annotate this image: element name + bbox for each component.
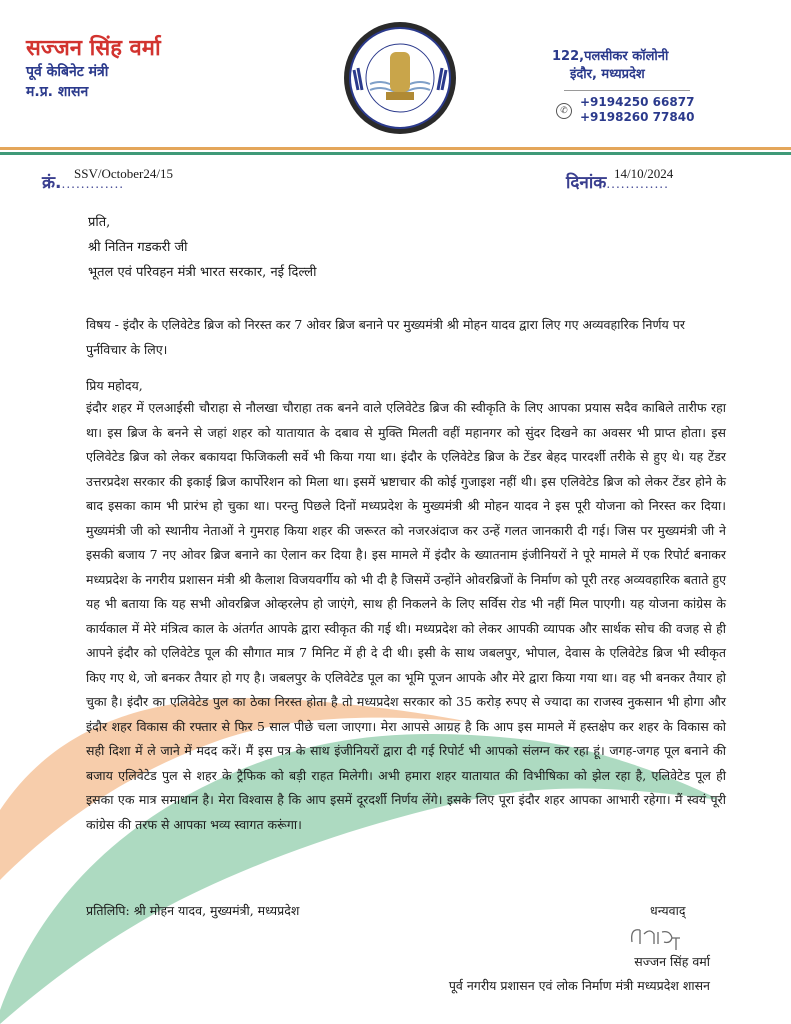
vidhan-sabha-seal-logo bbox=[330, 20, 470, 136]
phone-numbers bbox=[552, 95, 702, 125]
phone-number-2: +9198260 77840 bbox=[580, 110, 695, 124]
reference-dotted-line: ............. bbox=[61, 177, 125, 191]
phone-icon: ✆ bbox=[556, 103, 572, 119]
letter-subject: विषय - इंदौर के एलिवेटेड ब्रिज को निरस्त कर 7 ओवर ब्रिज बनाने पर मुख्यमंत्री श्री मोहन यादव द्वारा लिए गए अव्यवहारिक निर्णय पर पुर्नविचार के लिए। bbox=[86, 317, 685, 357]
reference-label: क्रं. bbox=[42, 173, 62, 193]
recipient-designation: भूतल एवं परिवहन मंत्री भारत सरकार, नई दिल्ली bbox=[88, 265, 317, 280]
phone-number-1: +9194250 66877 bbox=[580, 95, 695, 109]
address-line-1: 122,पलसीकर कॉलोनी bbox=[552, 49, 669, 64]
reference-value: SSV/October24/15 bbox=[74, 166, 173, 181]
signer-designation: पूर्व नगरीय प्रशासन एवं लोक निर्माण मंत्री मध्यप्रदेश शासन bbox=[448, 978, 710, 993]
sender-name: सज्जन सिंह वर्मा bbox=[26, 36, 161, 61]
date-dotted-line: ............. bbox=[606, 177, 669, 191]
copy-to: प्रतिलिपि: श्री मोहन यादव, मुख्यमंत्री, मध्यप्रदेश bbox=[86, 903, 300, 918]
date-label: दिनांक bbox=[566, 173, 607, 193]
address-divider bbox=[564, 90, 690, 91]
recipient-to: प्रति, bbox=[88, 215, 111, 230]
letterhead-right bbox=[552, 48, 702, 125]
header-stripe-green bbox=[0, 152, 791, 155]
closing-thanks: धन्यवाद् bbox=[650, 903, 686, 918]
recipient-name: श्री नितिन गडकरी जी bbox=[88, 240, 188, 255]
sender-government: म.प्र. शासन bbox=[26, 84, 89, 100]
letterhead-left bbox=[26, 36, 161, 102]
letter-body: इंदौर शहर में एलआईसी चौराहा से नौलखा चौराहा तक बनने वाले एलिवेटेड ब्रिज की स्वीकृति के लिए आपका प्रयास सदैव काबिले तारीफ रहा था। इस ब्रिज के बनने से जहां शहर को यातायात के दबाव से मुक्ति मिलती वहीं महानगर को सुंदर दिखने का अवसर भी प्राप्त होता। इस एलिवेटेड ब्रिज को लेकर बकायदा फिजिकली सर्वे भी किया गया था। इंदौर के एलिवेटेड ब्रिज के टेंडर बेहद पारदर्शी तरीके से हुए थे। यह टेंडर उत्तरप्रदेश सरकार की इकाई ब्रिज कार्पोरेशन को मिला था। इसमें भ्रष्टाचार की कोई गुजाइश नहीं थी। इस एलिवेटेड ब्रिज को लेकर टेंडर होने के बाद इसका काम भी प्रारंभ हो चुका था। परन्तु पिछले दिनों मध्यप्रदेश के मुख्यमंत्री श्री मोहन यादव ने इस पूरी योजना को निरस्त कर दिया। मुख्यमंत्री जी को स्थानीय नेताओं ने गुमराह किया शहर की जरूरत को नजरअंदाज कर उन्हें गलत जानकारी दी गई। जिस पर मुख्यमंत्री जी ने इसकी बजाय 7 नए ओवर ब्रिज बनाने का ऐलान कर दिया है। इस मामले में इंदौर के ख्यातनाम इंजीनियरों ने पूरे मामले में एक रिपोर्ट बनाकर मध्यप्रदेश के नगरीय प्रशासन मंत्री श्री कैलाश विजयवर्गीय को भी दी है जिसमें उन्होंने ओवरब्रिजों के निर्माण को पूरी तरह अव्यवहारिक बताते हुए यह भी बताया कि यह सभी ओवरब्रिज ओव्हरलेप हो जाएंगे, साथ ही निकलने के लिए सर्विस रोड भी नहीं मिल पाएगी। यह योजना कांग्रेस के कार्यकाल में मेरे मंत्रित्व काल के अंतर्गत आपके द्वारा स्वीकृत की गई थी। मध्यप्रदेश को लेकर आपकी व्यापक और सार्थक सोच की वजह से ही आपने इंदौर को एलिवेटेड पूल की सौगात मात्र 7 मिनिट में ही दे दी थी। इसी के साथ जबलपुर, भोपाल, देवास के एलिवेटेड ब्रिज भी स्वीकृत किए गए थे, जो बनकर तैयार हो गए है। जबलपुर के एलिवेटेड पूल का भूमि पूजन आपके और मेरे द्वारा किया गया था। वह भी बनकर तैयार हो चुका है। इंदौर का एलिवेटेड पुल का ठेका निरस्त होता है तो मध्यप्रदेश सरकार को 35 करोड़ रुपए से ज्यादा का राजस्व नुकसान भी होगा और इंदौर शहर विकास की रफ्तार से फिर 5 साल पीछे चला जाएगा। मेरा आपसे आग्रह है कि आप इस मामले में हस्तक्षेप कर शहर के विकास को सही दिशा में ले जाने में मदद करें। मैं इस पत्र के साथ इंजीनियरों द्वारा दी गई रिपोर्ट भी आपको संलग्न कर रहा हूं। जगह-जगह पूल बनाने की बजाय एलिवेटेड पुल से शहर के ट्रैफिक को बड़ी राहत मिलेगी। अभी हमारा शहर यातायात की विभीषिका को झेल रहा है, एलिवेटेड पूल ही इसका एक मात्र समाधान है। मेरा विश्वास है कि आप इसमें दूरदर्शी निर्णय लेंगे। इसके लिए पूरा इंदौर शहर आपका आभारी रहेगा। मैं स्वयं पूरी कांग्रेस की तरफ से आपका भव्य स्वागत करूंगा। bbox=[86, 400, 726, 832]
address-line-2: इंदौर, मध्यप्रदेश bbox=[570, 67, 645, 82]
handwritten-signature bbox=[626, 922, 686, 952]
letter-salutation: प्रिय महोदय, bbox=[86, 378, 143, 393]
date-value: 14/10/2024 bbox=[614, 166, 674, 181]
letter-date bbox=[566, 166, 674, 193]
signer-name: सज्जन सिंह वर्मा bbox=[634, 954, 710, 969]
recipient-block bbox=[88, 210, 317, 285]
sender-title: पूर्व केबिनेट मंत्री bbox=[26, 64, 109, 80]
reference-number bbox=[42, 166, 173, 193]
